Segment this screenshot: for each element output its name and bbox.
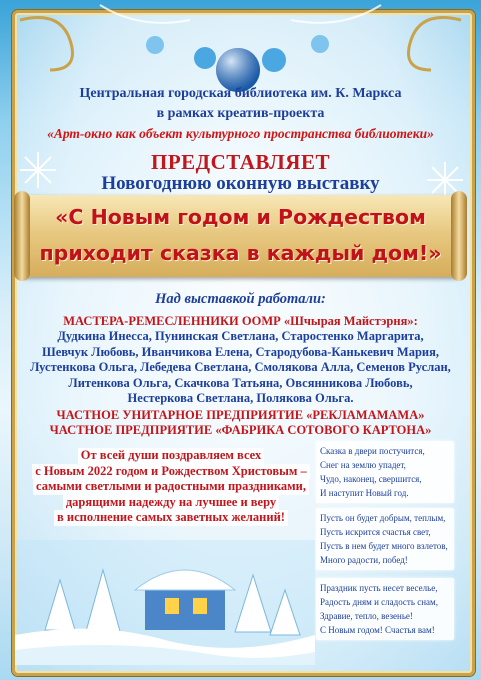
greeting-line: с Новым 2022 годом и Рождеством Христовым – (32, 464, 310, 480)
greeting-line: в исполнение самых заветных желаний! (54, 510, 288, 526)
names-line: Нестеркова Светлана, Полякова Ольга. (127, 391, 354, 405)
poem-line: Праздник пусть несет веселье, (320, 583, 438, 593)
names-line: Литенкова Ольга, Скачкова Татьяна, Овсянникова Любовь, (68, 375, 413, 390)
greeting-text (30, 448, 312, 526)
banner-line-2: приходит сказка в каждый дом!» (39, 241, 442, 265)
exhibition-heading: Новогоднюю оконную выставку (101, 173, 380, 194)
greeting-line: От всей души поздравляем всех (78, 448, 264, 464)
poem-line: Радость дням и сладость снам, (320, 597, 438, 607)
poem-line: С Новым годом! Счастья вам! (320, 625, 435, 635)
names-line: Шевчук Любовь, Иванчикова Елена, Стародубова-Канькевич Мария, (41, 344, 439, 359)
top-ornaments-decoration (0, 0, 481, 95)
poem-1 (316, 441, 454, 503)
poem-line: Пусть искрится счастья свет, (320, 527, 431, 537)
project-intro: в рамках креатив-проекта (156, 106, 325, 121)
poem-line: Сказка в двери постучится, (320, 446, 425, 456)
project-name: «Арт-окно как объект культурного пространства библиотеки» (47, 126, 434, 141)
poem-line: Чудо, наконец, свершится, (320, 474, 422, 484)
masters-names (0, 329, 481, 407)
poem-line: Снег на землю упадет, (320, 460, 406, 470)
credits-heading: Над выставкой работали: (155, 291, 326, 307)
presents-heading: ПРЕДСТАВЛЯЕТ (151, 150, 330, 174)
winter-house-illustration (15, 540, 315, 665)
poem-line: Пусть в нем будет много взлетов, (320, 541, 448, 551)
greeting-line: дарящими надежду на лучшее и веру (63, 495, 279, 511)
title-banner (22, 195, 459, 277)
poem-line: Пусть он будет добрым, теплым, (320, 513, 446, 523)
names-line: Лустенкова Ольга, Лебедева Светлана, Смолякова Алла, Семенов Руслан, (30, 360, 451, 374)
poem-2 (316, 508, 454, 570)
poem-line: Здравие, тепло, везенье! (320, 611, 413, 621)
names-line: Дудкина Инесса, Пунинская Светлана, Старостенко Маргарита, (57, 329, 424, 343)
masters-heading: МАСТЕРА-РЕМЕСЛЕННИКИ ООМР «Шчырая Майстэрня»: (63, 314, 418, 328)
poem-line: Много радости, побед! (320, 555, 408, 565)
library-name: Центральная городская библиотека им. К. Маркса (79, 86, 402, 101)
poem-3 (316, 578, 454, 640)
poem-line: И наступит Новый год. (320, 488, 409, 498)
org-1: ЧАСТНОЕ УНИТАРНОЕ ПРЕДПРИЯТИЕ «РЕКЛАМАМАМА» (56, 408, 425, 422)
greeting-line: самыми светлыми и радостными праздниками, (33, 479, 309, 495)
banner-line-1: «С Новым годом и Рождеством (55, 205, 426, 229)
org-2: ЧАСТНОЕ ПРЕДПРИЯТИЕ «ФАБРИКА СОТОВОГО КАРТОНА» (49, 423, 432, 437)
